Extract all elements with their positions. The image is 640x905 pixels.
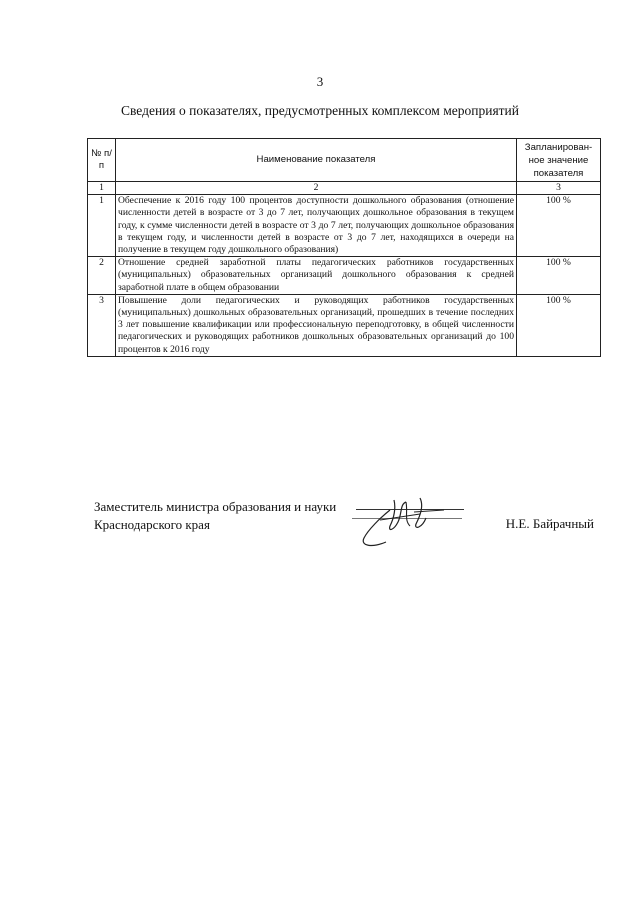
column-numbers-row (88, 182, 601, 195)
signer-position-line2: Краснодарского края (94, 517, 210, 532)
planned-value: 100 % (517, 195, 601, 257)
indicator-name: Повышение доли педагогических и руководящих работников государственных (муниципальных) дошкольных образовательных организаций, прошедших в течение последних 3 лет повышение квалификации или профессиональную переподготовку, в общей численности педагогических и руководящих работников дошкольных образовательных организаций до 100 процентов к 2016 году (116, 294, 517, 356)
table-row (88, 195, 601, 257)
row-number: 3 (88, 294, 116, 356)
table-row (88, 257, 601, 295)
indicators-table (87, 138, 601, 357)
signer-position-line1: Заместитель министра образования и науки (94, 499, 337, 514)
column-number: 1 (88, 182, 116, 195)
signer-name: Н.Е. Байрачный (505, 516, 594, 531)
table-row (88, 294, 601, 356)
indicator-name: Обеспечение к 2016 году 100 процентов доступности дошкольного образования (отношение численности детей в возрасте от 3 до 7 лет, получающих дошкольное образования в текущем году, к сумме численности детей в возрасте от 3 до 7 лет, получающих дошкольное образования в текущем году, и численности детей в возрасте от 3 до 7 лет, находящихся в очереди на получение в текущем году дошкольного образования) (116, 195, 517, 257)
planned-value: 100 % (517, 257, 601, 295)
column-number: 3 (517, 182, 601, 195)
table-header-row (88, 139, 601, 182)
column-number: 2 (116, 182, 517, 195)
header-number: № п/п (88, 139, 116, 182)
document-title: Сведения о показателях, предусмотренных комплексом мероприятий (120, 103, 519, 118)
header-planned-value: Запланирован-ное значение показателя (517, 139, 601, 182)
row-number: 1 (88, 195, 116, 257)
header-indicator-name: Наименование показателя (116, 139, 517, 182)
page-number: 3 (316, 74, 324, 89)
row-number: 2 (88, 257, 116, 295)
planned-value: 100 % (517, 294, 601, 356)
indicator-name: Отношение средней заработной платы педагогических работников государственных (муниципальных) образовательных организаций дошкольного образования к средней заработной плате в общем образовании (116, 257, 517, 295)
